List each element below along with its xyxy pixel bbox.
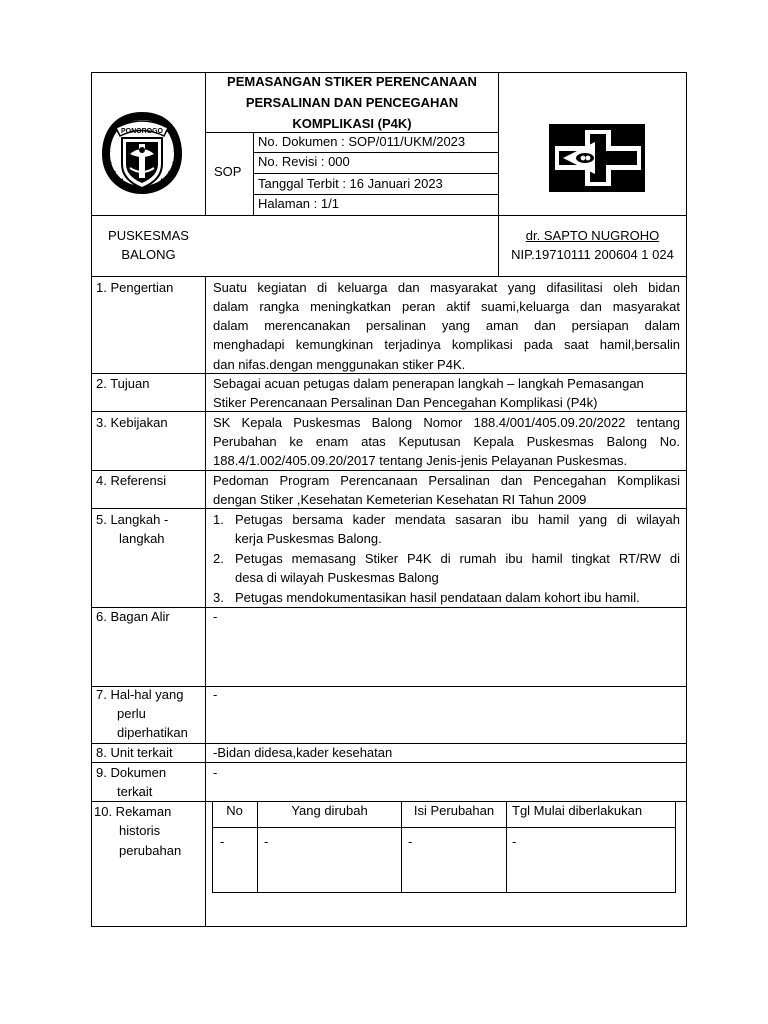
header-bottom-line [91, 215, 687, 216]
pengertian-line-4: menghadapi kemungkinan terjadinya komplikasi pada saat hamil,bersalin [213, 337, 680, 352]
dokumen-terkait-label-1: 9. Dokumen [96, 765, 167, 780]
page-number: Halaman : 1/1 [258, 196, 339, 211]
issue-date: Tanggal Terbit : 16 Januari 2023 [258, 176, 443, 191]
pengertian-label: 1. Pengertian [96, 280, 174, 295]
signer-name: dr. SAPTO NUGROHO [525, 228, 660, 243]
table-row-no: - [220, 834, 225, 849]
referensi-line-2: dengan Stiker ,Kesehatan Kemeterian Kesehatan RI Tahun 2009 [213, 492, 587, 507]
org-bottom-line [91, 276, 687, 277]
unit-terkait-value: -Bidan didesa,kader kesehatan [213, 745, 393, 760]
kebijakan-line-1: SK Kepala Puskesmas Balong Nomor 188.4/001/405.09.20/2022 tentang [213, 415, 680, 430]
rekaman-label-2: historis [119, 823, 161, 838]
step-2-line-2: desa di wilayah Puskesmas Balong [235, 570, 439, 585]
dokumen-terkait-value: - [213, 765, 218, 780]
col-isi-perubahan-header: Isi Perubahan [413, 803, 495, 818]
col-no-header: No [226, 803, 243, 818]
unit-terkait-label: 8. Unit terkait [96, 745, 173, 760]
hal-hal-value: - [213, 687, 218, 702]
hal-hal-label-1: 7. Hal-hal yang [96, 687, 184, 702]
org-name-line2: BALONG [121, 247, 176, 262]
step-3-line-1: Petugas mendokumentasikan hasil pendataan dalam kohort ibu hamil. [235, 590, 640, 605]
sop-divider [253, 132, 254, 216]
pengertian-line-5: dan nifas.dengan menggunakan stiker P4K. [213, 357, 466, 372]
org-name-line1: PUSKESMAS [108, 228, 189, 243]
pengertian-line-1: Suatu kegiatan di keluarga dan masyarakat yang difasilitasi oleh bidan [213, 280, 680, 295]
title-line-2: PERSALINAN DAN PENCEGAHAN [245, 95, 459, 110]
signer-nip: NIP.19710111 200604 1 024 [511, 247, 674, 262]
outer-border-right [686, 72, 687, 927]
pengertian-line-2: dalam rangka meningkatkan peran aktif suami,keluarga dan masyarakat [213, 299, 680, 314]
row-line-9 [91, 762, 687, 763]
step-1-number: 1. [213, 512, 224, 527]
table-row-isi-perubahan: - [408, 834, 413, 849]
row-line-6 [91, 607, 687, 608]
pengertian-line-3: dalam merencanakan persalinan yang aman dan persiapan dalam [213, 318, 680, 333]
referensi-label: 4. Referensi [96, 473, 167, 488]
rekaman-label-1: 10. Rekaman [94, 804, 172, 819]
tujuan-line-1: Sebagai acuan petugas dalam penerapan langkah – langkah Pemasangan [213, 376, 644, 391]
puskesmas-logo-icon [547, 122, 647, 194]
bagan-alir-label: 6. Bagan Alir [96, 609, 170, 624]
step-3-number: 3. [213, 590, 224, 605]
hal-hal-label-2: perlu [117, 706, 146, 721]
step-2-number: 2. [213, 551, 224, 566]
referensi-line-1: Pedoman Program Perencanaan Persalinan dan Pencegahan Komplikasi [213, 473, 680, 488]
kebijakan-line-2: Perubahan ke enam atas Keputusan Kepala Puskesmas Balong No. [213, 434, 680, 449]
step-1-line-1: Petugas bersama kader mendata sasaran ibu hamil yang di wilayah [235, 512, 680, 527]
title-line-1: PEMASANGAN STIKER PERENCANAAN [227, 74, 477, 89]
tujuan-label: 2. Tujuan [96, 376, 150, 391]
svg-text:PONOROGO: PONOROGO [120, 128, 164, 135]
kebijakan-label: 3. Kebijakan [96, 415, 168, 430]
outer-border-left [91, 72, 92, 927]
table-row-yang-dirubah: - [264, 834, 269, 849]
revision-table [212, 801, 676, 894]
hal-hal-label-3: diperhatikan [117, 725, 188, 740]
outer-border-bottom [91, 926, 687, 927]
sop-label: SOP [214, 164, 242, 179]
step-1-line-2: kerja Puskesmas Balong. [235, 531, 382, 546]
doc-number: No. Dokumen : SOP/011/UKM/2023 [258, 134, 466, 149]
dokumen-terkait-label-2: terkait [117, 784, 153, 799]
table-row-tgl-mulai: - [512, 834, 517, 849]
langkah-label-2: langkah [119, 531, 165, 546]
revision: No. Revisi : 000 [258, 154, 350, 169]
kebijakan-line-3: 188.4/1.002/405.09.20/2017 tentang Jenis-jenis Pelayanan Puskesmas. [213, 453, 628, 468]
col-yang-dirubah-header: Yang dirubah [291, 803, 368, 818]
ponorogo-emblem-icon [96, 108, 188, 198]
rekaman-label-3: perubahan [119, 843, 182, 858]
tujuan-line-2: Stiker Perencanaan Persalinan Dan Pencegahan Komplikasi (P4k) [213, 395, 598, 410]
col-tgl-mulai-header: Tgl Mulai diberlakukan [512, 803, 643, 818]
document-title [206, 71, 498, 134]
title-line-3: KOMPLIKASI (P4K) [292, 116, 412, 131]
langkah-label-1: 5. Langkah - [96, 512, 169, 527]
bagan-alir-value: - [213, 609, 218, 624]
step-2-line-1: Petugas memasang Stiker P4K di rumah ibu hamil tingkat RT/RW di [235, 551, 680, 566]
